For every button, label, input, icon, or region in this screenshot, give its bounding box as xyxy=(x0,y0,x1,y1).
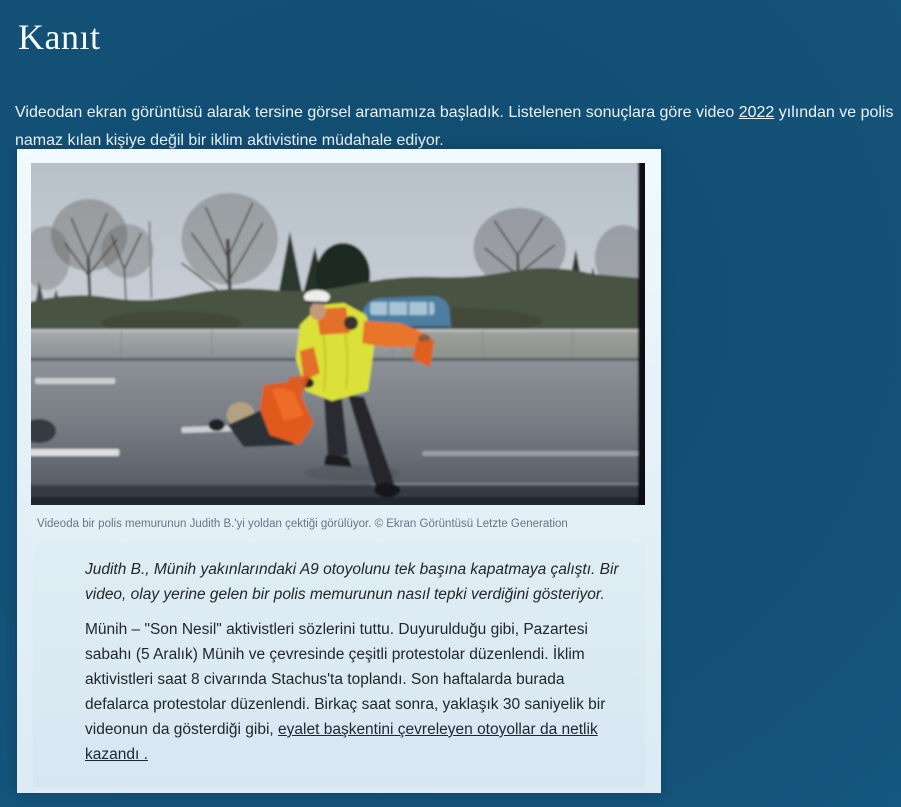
year-link[interactable]: 2022 xyxy=(738,104,775,121)
intro-text-before: Videodan ekran görüntüsü alarak tersine görsel aramamıza başladık. Listelenen sonuçlara göre video xyxy=(15,104,739,121)
intro-paragraph xyxy=(15,99,895,155)
photo-right-border xyxy=(638,163,645,505)
intro-text-after: yılından ve polis namaz kılan kişiye değil bir iklim aktivistine müdahale ediyor. xyxy=(15,104,894,149)
quote-body-paragraph xyxy=(85,617,631,767)
article-card xyxy=(17,149,661,793)
quote-link[interactable]: eyalet başkentini çevreleyen otoyollar da netlik kazandı . xyxy=(85,721,598,763)
video-screenshot-image xyxy=(31,163,645,505)
quote-body-text: Münih – "Son Nesil" aktivistleri sözlerini tuttu. Duyurulduğu gibi, Pazartesi sabahı (5 Aralık) Münih ve çevresinde çeşitli protestolar düzenlendi. İklim aktivistleri saat 8 civarında Stachus'ta toplandı. Son haftalarda burada defalarca protestolar düzenlendi. Birkaç saat sonra, yaklaşık 30 saniyelik bir videonun da gösterdiği gibi, xyxy=(85,621,606,738)
quote-block xyxy=(33,543,645,787)
image-caption: Videoda bir polis memurunun Judith B.'yi yoldan çektiği görülüyor. © Ekran Görüntüsü Letzte Generation xyxy=(37,518,568,530)
quote-lead-paragraph: Judith B., Münih yakınlarındaki A9 otoyolunu tek başına kapatmaya çalıştı. Bir video, olay yerine gelen bir polis memurunun nasıl tepki verdiğini gösteriyor. xyxy=(85,561,619,603)
highway-scene xyxy=(31,163,645,505)
page-title: Kanıt xyxy=(18,17,101,57)
